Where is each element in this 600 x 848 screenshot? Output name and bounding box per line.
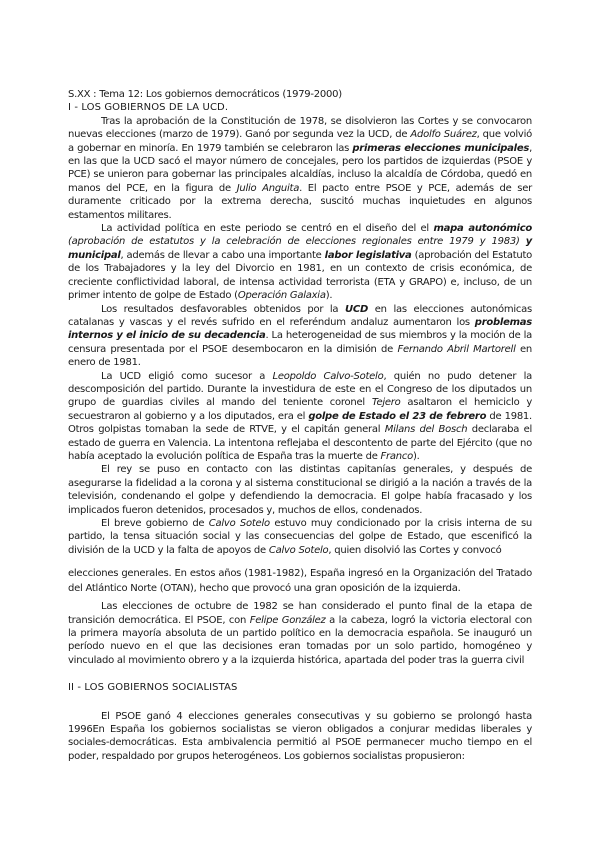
paragraph-5 [68,463,532,517]
body-text: La UCD eligió como sucesor a [101,370,273,382]
body-text: El breve gobierno de [101,518,209,529]
italic-text: Tejero [371,397,401,409]
body-text: Las elecciones de octubre de 1982 se han considerado el punto final de la etapa de transición democrática. El PSOE, con [68,601,532,626]
paragraph-7 [68,600,532,667]
body-text: . La heterogeneidad de sus miembros y la moción de la censura presentada por el PSOE desembocaron en la dimisión de [68,330,533,355]
body-text: en enero de 1981. [68,343,532,369]
italic-text: Leopoldo Calvo-Sotelo [272,370,384,382]
body-text: , que volvió a gobernar en minoría. En 1979 también se celebraron las [68,129,532,154]
emphasis-text: golpe de Estado el 23 de febrero [308,410,487,422]
emphasis-text: mapa autonómico [433,223,532,235]
body-text: La actividad política en este periodo se centró en el diseño del el [101,223,434,235]
body-text: (aprobación del Estatuto de los Trabajadores y la ley del Divorcio en 1981, en un contexto de crisis económica, de creciente conflictividad laboral, de intensa actividad terrorista (ETA y GRAPO) e, incluso, de un primer intento de golpe de Estado ( [68,249,532,302]
body-text: de 1981. Otros golpistas tomaban la sede de RTVE, y el capitán general [68,410,532,436]
italic-text: Calvo Sotelo [208,518,270,529]
italic-text: Julio Anguita [236,182,300,194]
emphasis-text: problemas internos y el inicio de su decadencia [68,316,532,342]
body-text: declaraba el estado de guerra en Valencia. La intentona reflejaba el descontento de parte del Ejército (que no había aceptado la evolución política de España tras la muerte de [68,424,532,462]
paragraph-6 [68,517,532,557]
paragraph-3 [68,303,532,370]
body-text: , quien disolvió las Cortes y convocó [328,544,502,556]
paragraph-4 [68,370,532,464]
italic-text: (aprobación de estatutos y la celebración de elecciones regionales entre 1979 y 1983) [68,236,520,248]
doc-title [68,88,532,101]
body-text: . El pacto entre PSOE y PCE, además de ser duramente criticado por la extrema derecha, suscitó muchas inquietudes en algunos estamentos militares. [68,182,532,221]
document-content [68,88,532,763]
body-text: Los resultados desfavorables obtenidos por la [101,303,346,315]
emphasis-text: labor legislativa [324,249,412,261]
body-text: El rey se puso en contacto con las distintas capitanías generales, y después de asegurarse la fidelidad a la corona y al sistema constitucional se dirigió a la nación a través de la televisión, condenando el golpe y defendiendo la democracia. El golpe había fracasado y los implicados fueron detenidos, procesados y, muchos de ellos, condenados. [68,464,532,516]
paragraph-6-continuation [68,566,532,596]
emphasis-text: primeras elecciones municipales [352,142,530,154]
body-text: ). [412,450,420,462]
italic-text: Operación Galaxia [237,290,326,302]
body-text: , quién no pudo detener la descomposición del partido. Durante la investidura de este en el Congreso de los diputados un grupo de guardias civiles al mando del teniente coronel [68,370,533,409]
paragraph-8 [68,710,532,764]
section-2-heading [68,681,532,694]
emphasis-text: y municipal [68,236,532,261]
paragraph-2 [68,222,532,302]
italic-text: Felipe González [249,614,326,626]
body-text: elecciones generales. En estos años (1981-1982), España ingresó en la Organización del Tratado del Atlántico Norte (OTAN), hecho que provocó una gran oposición de la izquierda. [68,568,532,595]
body-text: Tras la aprobación de la Constitución de 1978, se disolvieron las Cortes y se convocaron nuevas elecciones (marzo de 1979). Ganó por segunda vez la UCD, de [68,115,532,141]
body-text: , además de llevar a cabo una importante [120,249,325,261]
body-text: II - LOS GOBIERNOS SOCIALISTAS [68,682,238,694]
paragraph-1 [68,115,532,222]
body-text: en las elecciones autonómicas catalanas y vascas y el revés sufrido en el referéndum andaluz aumentaron los [68,303,532,328]
body-text: S.XX : Tema 12: Los gobiernos democráticos (1979-2000) [68,89,342,100]
italic-text: Calvo Sotelo [268,544,329,556]
emphasis-text: UCD [345,303,369,315]
body-text: El PSOE ganó 4 elecciones generales consecutivas y su gobierno se prolongó hasta 1996En España los gobiernos socialistas se vieron obligados a conjurar medidas liberales y sociales-democráticas. Esta ambivalencia permitió al PSOE permanecer mucho tiempo en el poder, respaldado por grupos heterogéneos. Los gobiernos socialistas propusieron: [68,710,532,762]
italic-text: Fernando Abril Martorell [397,343,516,355]
body-text: estuvo muy condicionado por la crisis interna de su partido, la tensa situación social y las consecuencias del golpe de Estado, que escenificó la división de la UCD y la falta de apoyos de [68,518,532,556]
body-text: a la cabeza, logró la victoria electoral con la primera mayoría absoluta de un partido político en la democracia española. Se inauguró un período nuevo en el que las decisiones eran tomadas por un solo partido, homogéneo y vinculado al movimiento obrero y a la izquierda histórica, apartada del poder tras la guerra civil [68,614,532,666]
section-1-heading [68,101,532,114]
italic-text: Franco [380,450,413,462]
italic-text: Adolfo Suárez [410,129,477,141]
italic-text: Milans del Bosch [384,424,468,436]
body-text: ). [325,290,333,302]
body-text: asaltaron el hemiciclo y secuestraron al gobierno y a los diputados, era el [68,397,533,422]
body-text: I - LOS GOBIERNOS DE LA UCD. [68,102,229,114]
body-text: , en las que la UCD sacó el mayor número de concejales, pero los partidos de izquierdas (PSOE y PCE) se unieron para gobernar las principales alcaldías, incluso la alcaldía de Córdoba, quedó en manos del PCE, en la figura de [68,142,532,194]
